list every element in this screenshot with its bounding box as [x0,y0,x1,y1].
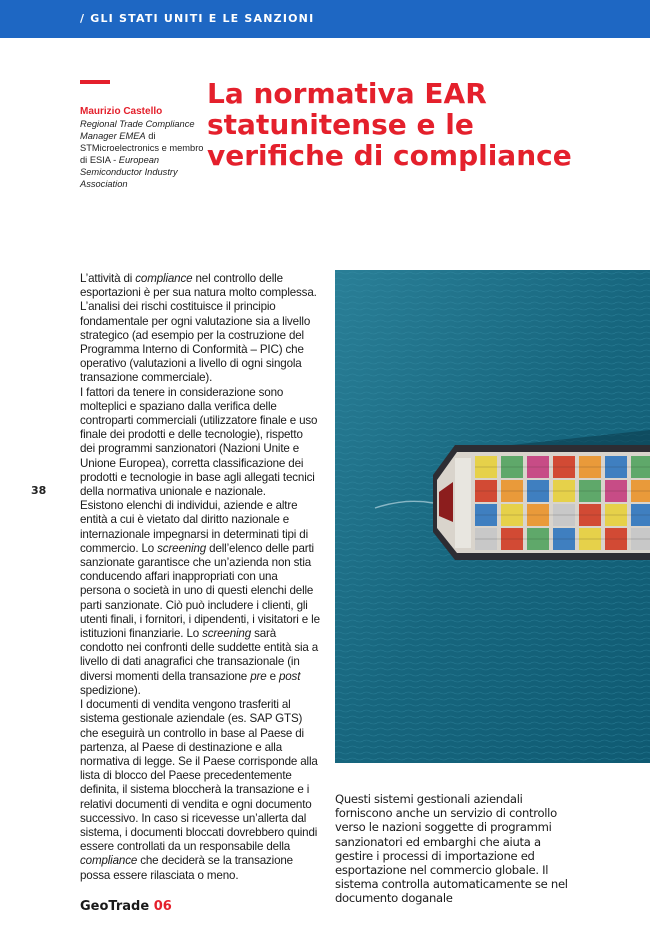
paragraph-2: I fattori da tenere in considerazione sono molteplici e spaziano dalla verifica delle controparti commerciali (utilizzatore finale e uso finale dei prodotti e delle tecnologie), rispetto dei programmi sanzionatori (Nazioni Unite e Unione Europea), corretta classificazione dei prodotti e tecnologie in base agli allegati tecnici della normativa unionale e nazionale. [80,385,318,499]
author-name: Maurizio Castello [80,106,163,117]
section-label: / GLI STATI UNITI E LE SANZIONI [80,12,315,25]
paragraph-4: I documenti di vendita vengono trasferiti al sistema gestionale aziendale (es. SAP GTS) che eseguirà un controllo in base al Paese di partenza, al Paese di destinazione e alla normativa di legge. Se il Paese corrisponde alla lista di blocco del Paese precedentemente definita, il sistema bloccherà la transazione e i relativi documenti di vendita e ogni documento successivo. In caso si ricevesse un’allerta dal sistema, i documenti bloccati dovrebbero quindi essere controllati da un responsabile della compliance che deciderà se la transazione possa essere rilasciata o meno. [80,698,318,882]
author-byline [80,106,205,190]
article-title: La normativa EAR statunitense e le verifiche di compliance [207,77,572,172]
author-role: Regional Trade Compliance Manager EMEA [80,119,195,141]
issue-number: 06 [153,899,172,914]
accent-rule [80,80,110,84]
body-column-left [80,272,320,883]
page-number: 38 [31,484,47,497]
top-banner [0,0,650,38]
body-column-right: Questi sistemi gestionali aziendali forniscono anche un servizio di controllo verso le nazioni soggette di programmi sanzionatori ed embarghi che aiuta a gestire i processi di importazione ed esportazione nel commercio globale. Il sistema controlla automaticamente se nel documento doganale [335,792,568,906]
brand-name: GeoTrade [80,899,150,914]
magazine-footer [80,899,172,914]
author-association: European Semiconductor Industry Association [80,155,178,189]
author-affiliation: di STMicroelectronics e membro di ESIA - [80,131,204,165]
paragraph-3: Esistono elenchi di individui, aziende e altre entità a cui è vietato dal diritto nazionale e internazionale impegnarsi in determinati tipi di commercio. Lo screening dell’elenco delle parti sanzionate garantisce che un’azienda non stia conducendo affari inappropriati con una persona o società in uno di questi elenchi delle parti sanzionate. Ciò può includere i clienti, gli utenti finali, i fornitori, i dipendenti, i visitatori e le istituzioni finanziarie. Lo screening sarà condotto nei confronti delle suddette entità sia a livello di dati anagrafici che transazionale (in diversi momenti della transazione pre e post spedizione). [80,499,320,697]
container-ship-photo [335,270,650,763]
paragraph-1: L’attività di compliance nel controllo delle esportazioni è per sua natura molto complessa. L’analisi dei rischi costituisce il principio fondamentale per ogni valutazione sia a livello strategico (ad esempio per la costruzione del Programma Interno di Conformità – PIC) che operativo (valutazioni a livello di ogni singola transazione commerciale). [80,272,317,385]
